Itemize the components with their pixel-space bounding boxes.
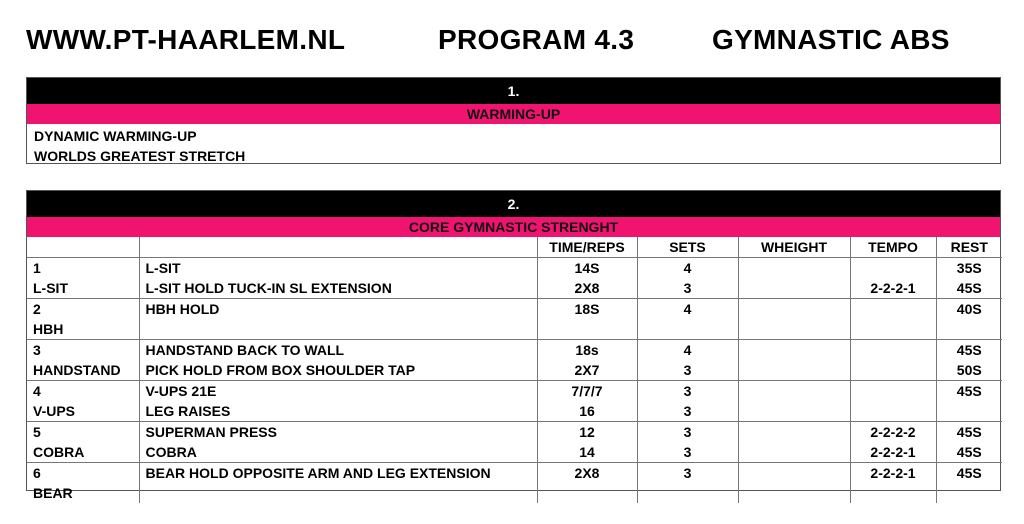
exercise-cell bbox=[139, 422, 537, 463]
time-reps-value: 16 bbox=[579, 403, 595, 419]
sets-value bbox=[644, 319, 732, 339]
warmup-item: DYNAMIC WARMING-UP bbox=[34, 128, 197, 144]
exercise-name: L-SIT HOLD TUCK-IN SL EXTENSION bbox=[145, 280, 392, 296]
group-cell bbox=[27, 340, 139, 381]
tempo-cell bbox=[850, 422, 936, 463]
col-header-weight: WHEIGHT bbox=[738, 237, 850, 258]
tempo-value: 2-2-2-1 bbox=[870, 444, 916, 460]
group-number: 5 bbox=[33, 424, 41, 440]
rest-value: 45S bbox=[956, 444, 982, 460]
section-title: WARMING-UP bbox=[27, 104, 1000, 124]
tempo-cell bbox=[850, 299, 936, 340]
table-row bbox=[27, 299, 1002, 340]
warmup-item: WORLDS GREATEST STRETCH bbox=[34, 148, 246, 164]
group-number: 3 bbox=[33, 342, 41, 358]
rest-cell bbox=[936, 299, 1002, 340]
rest-value bbox=[943, 319, 997, 339]
exercise-name: HANDSTAND BACK TO WALL bbox=[145, 342, 345, 358]
rest-value: 40S bbox=[956, 301, 982, 317]
sets-value: 3 bbox=[683, 280, 692, 296]
exercise-name: SUPERMAN PRESS bbox=[145, 424, 277, 440]
sets-cell bbox=[637, 299, 738, 340]
exercise-name: COBRA bbox=[145, 444, 197, 460]
tempo-value: 2-2-2-1 bbox=[870, 280, 916, 296]
group-cell bbox=[27, 381, 139, 422]
rest-value: 45S bbox=[956, 383, 982, 399]
col-header-exercise bbox=[139, 237, 537, 258]
group-number: 4 bbox=[33, 383, 41, 399]
program-number: PROGRAM 4.3 bbox=[438, 24, 635, 55]
rest-cell bbox=[936, 258, 1002, 299]
section-number: 1. bbox=[27, 78, 1000, 104]
time-cell bbox=[537, 422, 637, 463]
section-number: 2. bbox=[27, 191, 1000, 217]
sets-value: 4 bbox=[683, 260, 692, 276]
rest-cell bbox=[936, 381, 1002, 422]
weight-cell bbox=[738, 463, 850, 504]
rest-value: 35S bbox=[956, 260, 982, 276]
sets-value: 3 bbox=[683, 424, 692, 440]
tempo-cell bbox=[850, 258, 936, 299]
rest-value: 45S bbox=[956, 465, 982, 481]
rest-cell bbox=[936, 422, 1002, 463]
tempo-value: 2-2-2-2 bbox=[870, 424, 916, 440]
sets-cell bbox=[637, 463, 738, 504]
weight-value bbox=[745, 463, 844, 483]
table-row bbox=[27, 422, 1002, 463]
rest-value: 50S bbox=[956, 362, 982, 378]
group-name: BEAR bbox=[33, 485, 73, 501]
time-reps-value: 18s bbox=[575, 342, 599, 358]
group-name: HANDSTAND bbox=[33, 362, 121, 378]
tempo-cell bbox=[850, 463, 936, 504]
sets-value bbox=[644, 483, 732, 503]
col-header-tempo: TEMPO bbox=[850, 237, 936, 258]
tempo-value bbox=[857, 381, 930, 401]
weight-value bbox=[745, 442, 844, 462]
col-header-sets: SETS bbox=[637, 237, 738, 258]
section-warmup bbox=[26, 77, 1001, 164]
time-reps-value: 14S bbox=[574, 260, 600, 276]
weight-cell bbox=[738, 381, 850, 422]
time-reps-value: 12 bbox=[579, 424, 595, 440]
group-number: 6 bbox=[33, 465, 41, 481]
exercise-name: V-UPS 21E bbox=[145, 383, 217, 399]
group-name: HBH bbox=[33, 321, 64, 337]
sets-value: 4 bbox=[683, 342, 692, 358]
exercise-cell bbox=[139, 381, 537, 422]
exercise-name: PICK HOLD FROM BOX SHOULDER TAP bbox=[145, 362, 416, 378]
tempo-value bbox=[857, 319, 930, 339]
sets-cell bbox=[637, 258, 738, 299]
table-row bbox=[27, 463, 1002, 504]
sets-value: 3 bbox=[683, 444, 692, 460]
tempo-value bbox=[857, 483, 930, 503]
time-reps-value: 2X7 bbox=[574, 362, 600, 378]
tempo-value bbox=[857, 401, 930, 421]
sets-value: 3 bbox=[683, 362, 692, 378]
weight-value bbox=[745, 299, 844, 319]
time-cell bbox=[537, 258, 637, 299]
exercise-cell bbox=[139, 340, 537, 381]
sets-cell bbox=[637, 381, 738, 422]
group-cell bbox=[27, 422, 139, 463]
table-row bbox=[27, 258, 1002, 299]
weight-cell bbox=[738, 258, 850, 299]
weight-value bbox=[745, 258, 844, 278]
weight-cell bbox=[738, 422, 850, 463]
program-title: GYMNASTIC ABS bbox=[712, 24, 950, 55]
sets-value: 4 bbox=[683, 301, 692, 317]
weight-value bbox=[745, 422, 844, 442]
group-number: 1 bbox=[33, 260, 41, 276]
sets-value: 3 bbox=[683, 383, 692, 399]
sets-value: 3 bbox=[683, 403, 692, 419]
section-title: CORE GYMNASTIC STRENGHT bbox=[27, 217, 1000, 237]
time-cell bbox=[537, 340, 637, 381]
exercise-name: L-SIT bbox=[145, 260, 181, 276]
time-cell bbox=[537, 299, 637, 340]
time-cell bbox=[537, 463, 637, 504]
exercise-name: LEG RAISES bbox=[145, 403, 231, 419]
group-name: L-SIT bbox=[33, 280, 68, 296]
sets-value: 3 bbox=[683, 465, 692, 481]
tempo-value bbox=[857, 340, 930, 360]
weight-value bbox=[745, 340, 844, 360]
rest-cell bbox=[936, 340, 1002, 381]
page-header bbox=[26, 24, 1001, 60]
exercise-cell bbox=[139, 463, 537, 504]
rest-value: 45S bbox=[956, 424, 982, 440]
time-reps-value: 7/7/7 bbox=[571, 383, 603, 399]
time-reps-value bbox=[544, 483, 631, 503]
weight-value bbox=[745, 278, 844, 298]
time-reps-value bbox=[544, 319, 631, 339]
rest-value bbox=[943, 401, 997, 421]
time-cell bbox=[537, 381, 637, 422]
time-reps-value: 14 bbox=[579, 444, 595, 460]
tempo-value bbox=[857, 258, 930, 278]
exercise-name: BEAR HOLD OPPOSITE ARM AND LEG EXTENSION bbox=[145, 465, 491, 481]
weight-value bbox=[745, 483, 844, 503]
group-cell bbox=[27, 463, 139, 504]
group-number: 2 bbox=[33, 301, 41, 317]
tempo-cell bbox=[850, 340, 936, 381]
section-core bbox=[26, 190, 1001, 501]
col-header-group bbox=[27, 237, 139, 258]
site-url: WWW.PT-HAARLEM.NL bbox=[26, 24, 346, 55]
rest-value: 45S bbox=[956, 280, 982, 296]
sets-cell bbox=[637, 422, 738, 463]
exercise-table bbox=[27, 237, 1002, 503]
tempo-cell bbox=[850, 381, 936, 422]
exercise-cell bbox=[139, 299, 537, 340]
group-name: V-UPS bbox=[33, 403, 76, 419]
weight-cell bbox=[738, 340, 850, 381]
tempo-value bbox=[857, 360, 930, 380]
rest-cell bbox=[936, 463, 1002, 504]
group-cell bbox=[27, 258, 139, 299]
weight-value bbox=[745, 360, 844, 380]
time-reps-value: 2X8 bbox=[574, 465, 600, 481]
table-row bbox=[27, 340, 1002, 381]
sets-cell bbox=[637, 340, 738, 381]
exercise-name: HBH HOLD bbox=[145, 301, 220, 317]
table-header-row bbox=[27, 237, 1002, 258]
rest-value: 45S bbox=[956, 342, 982, 358]
tempo-value bbox=[857, 299, 930, 319]
weight-value bbox=[745, 401, 844, 421]
group-cell bbox=[27, 299, 139, 340]
exercise-groups bbox=[27, 258, 1002, 504]
exercise-name bbox=[146, 483, 531, 503]
rest-value bbox=[943, 483, 997, 503]
exercise-cell bbox=[139, 258, 537, 299]
group-name: COBRA bbox=[33, 444, 85, 460]
col-header-rest: REST bbox=[936, 237, 1002, 258]
tempo-value: 2-2-2-1 bbox=[870, 465, 916, 481]
weight-cell bbox=[738, 299, 850, 340]
weight-value bbox=[745, 319, 844, 339]
time-reps-value: 18S bbox=[574, 301, 600, 317]
col-header-time: TIME/REPS bbox=[537, 237, 637, 258]
table-row bbox=[27, 381, 1002, 422]
time-reps-value: 2X8 bbox=[574, 280, 600, 296]
weight-value bbox=[745, 381, 844, 401]
exercise-name bbox=[146, 319, 531, 339]
